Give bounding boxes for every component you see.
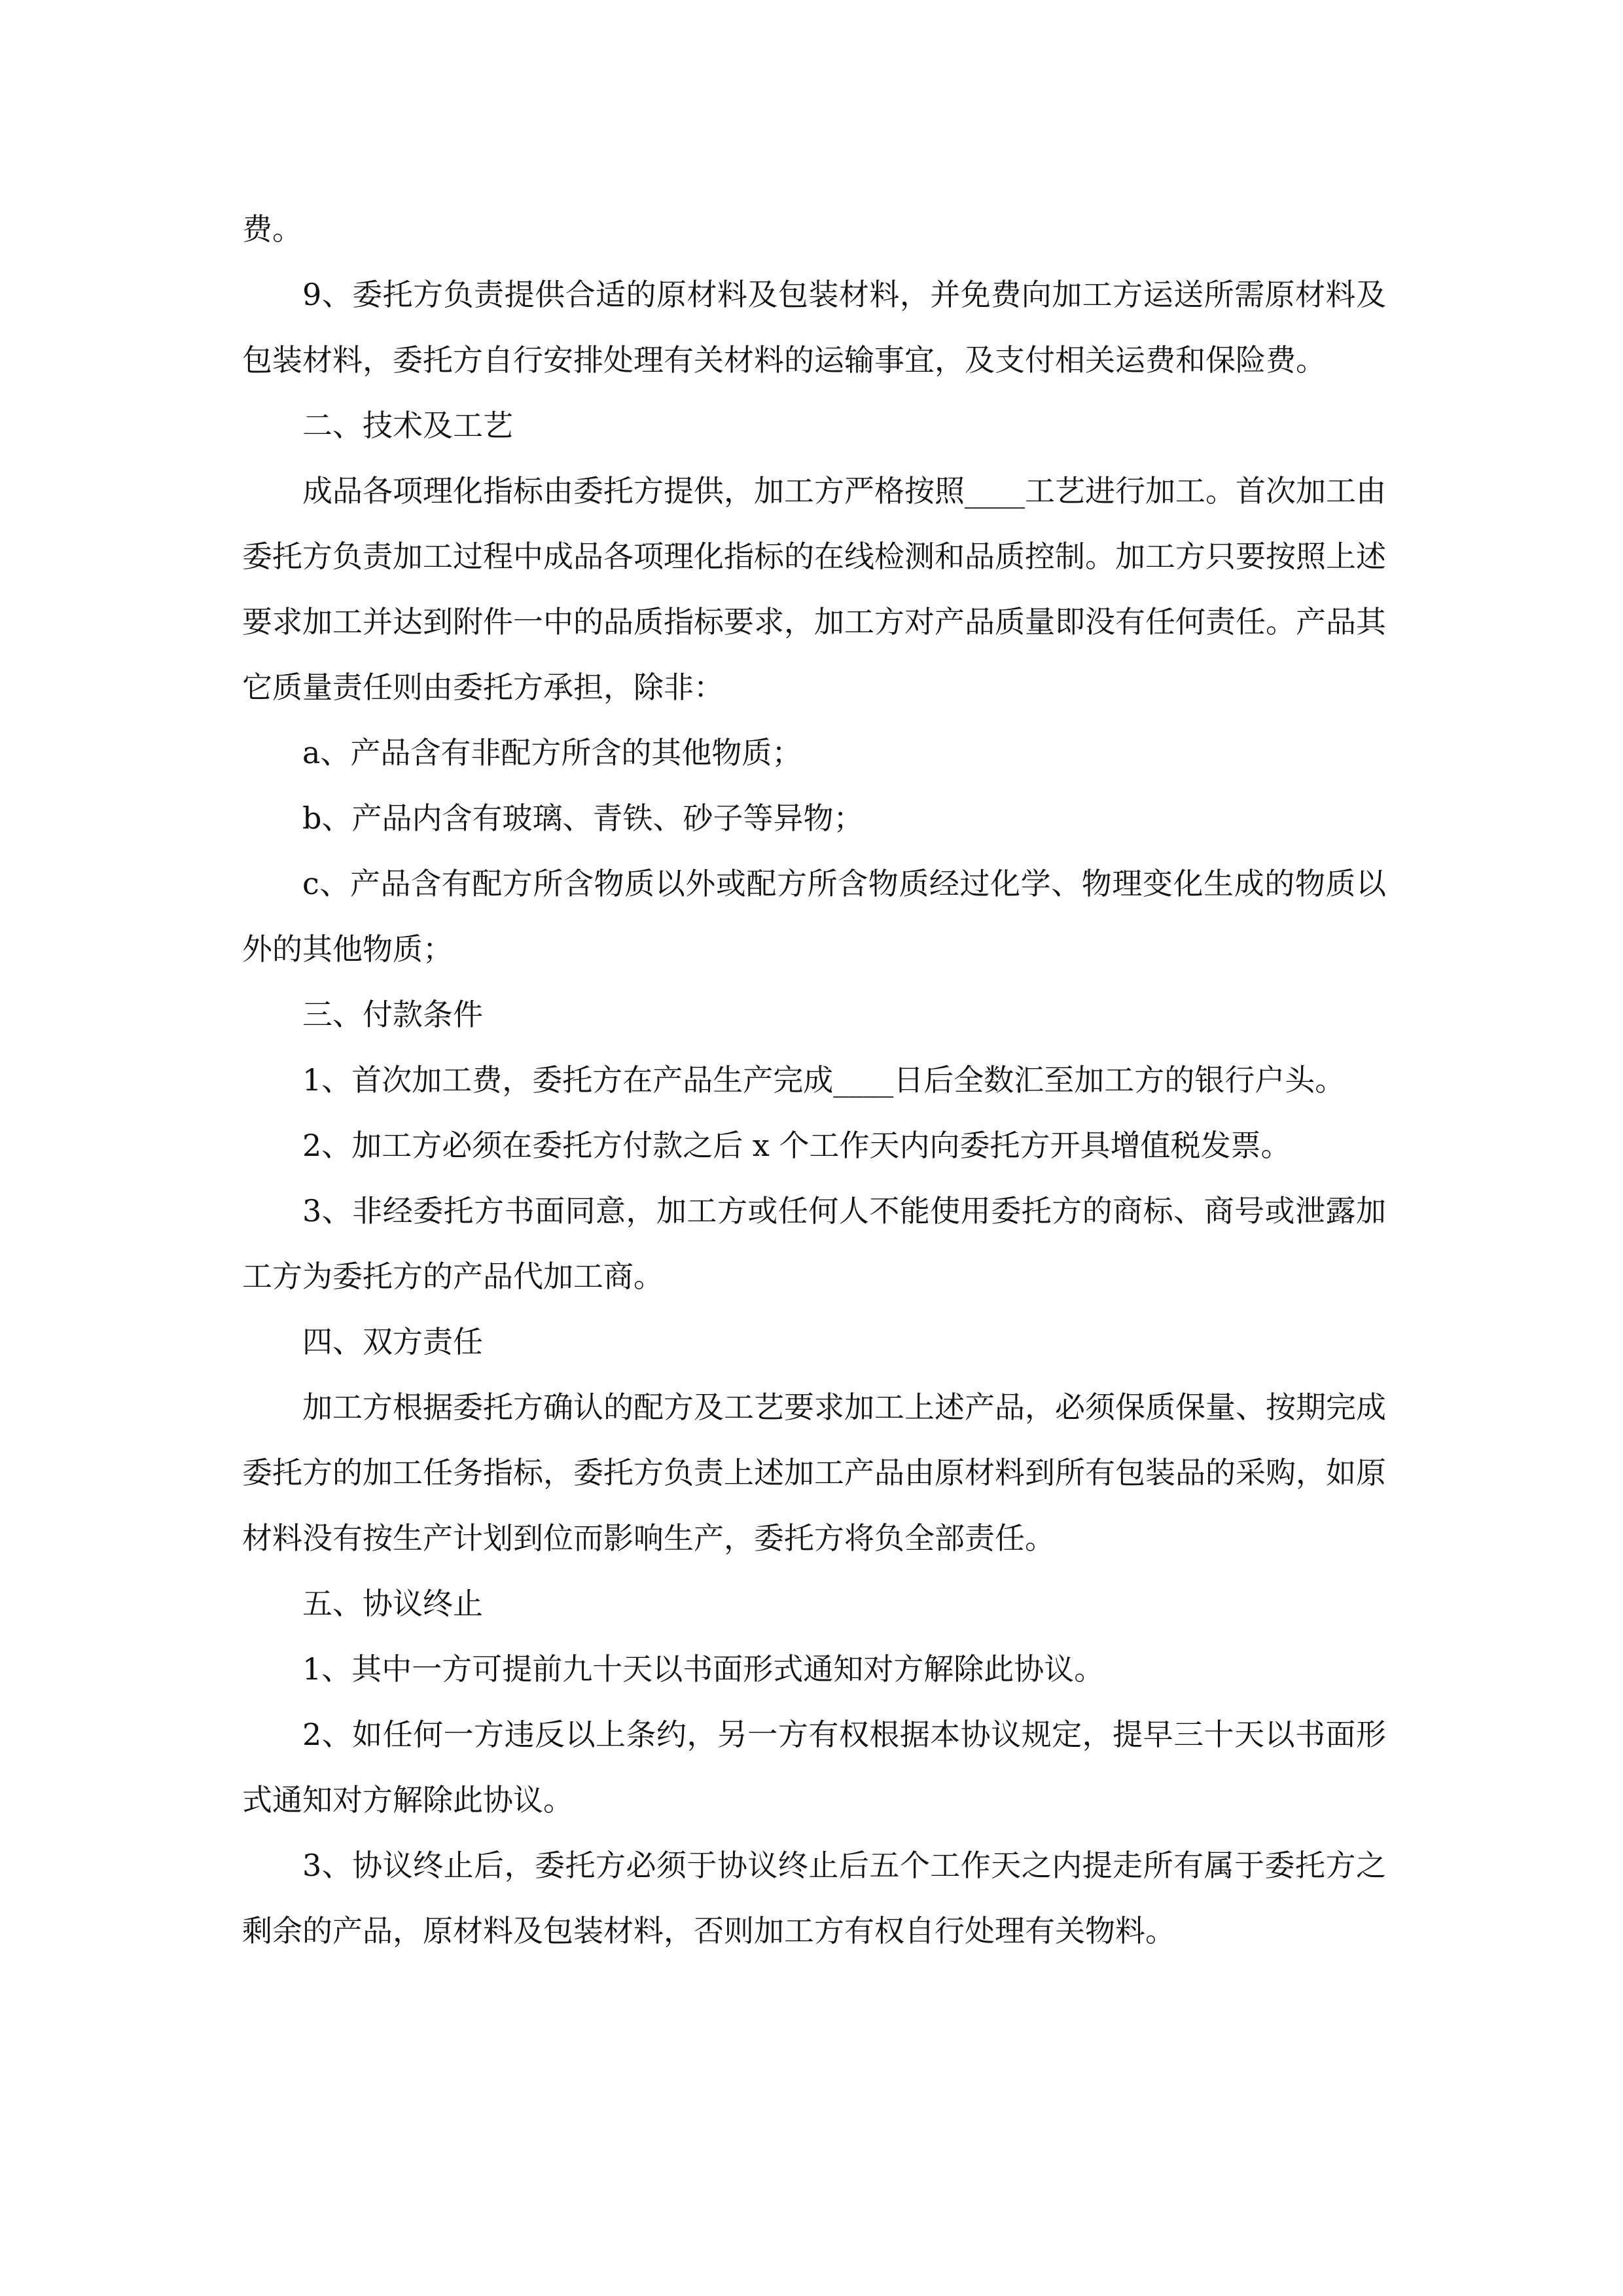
- section-heading-payment: 三、付款条件: [302, 997, 483, 1032]
- paragraph-fee-continuation: 费。: [242, 211, 302, 247]
- paragraph-termination-3: 3、协议终止后，委托方必须于协议终止后五个工作天之内提走所有属于委托方之剩余的产品，原材料及包装材料，否则加工方有权自行处理有关物料。: [242, 1848, 1386, 1948]
- paragraph-payment-1: 1、首次加工费，委托方在产品生产完成____日后全数汇至加工方的银行户头。: [302, 1062, 1346, 1098]
- paragraph-technology-body: 成品各项理化指标由委托方提供，加工方严格按照____工艺进行加工。首次加工由委托方负责加工过程中成品各项理化指标的在线检测和品质控制。加工方只要按照上述要求加工并达到附件一中的品质指标要求，加工方对产品质量即没有任何责任。产品其它质量责任则由委托方承担，除非：: [242, 473, 1386, 705]
- list-item-b: b、产品内含有玻璃、青铁、砂子等异物；: [302, 800, 864, 836]
- paragraph-clause-9: 9、委托方负责提供合适的原材料及包装材料，并免费向加工方运送所需原材料及包装材料，委托方自行安排处理有关材料的运输事宜，及支付相关运费和保险费。: [242, 277, 1386, 378]
- section-heading-responsibility: 四、双方责任: [302, 1324, 483, 1359]
- list-item-a: a、产品含有非配方所含的其他物质；: [302, 735, 802, 770]
- list-item-c: c、产品含有配方所含物质以外或配方所含物质经过化学、物理变化生成的物质以外的其他物质；: [242, 866, 1386, 967]
- section-heading-technology: 二、技术及工艺: [302, 408, 513, 443]
- paragraph-termination-2: 2、如任何一方违反以上条约，另一方有权根据本协议规定，提早三十天以书面形式通知对方解除此协议。: [242, 1717, 1386, 1818]
- paragraph-responsibility-body: 加工方根据委托方确认的配方及工艺要求加工上述产品，必须保质保量、按期完成委托方的加工任务指标，委托方负责上述加工产品由原材料到所有包装品的采购，如原材料没有按生产计划到位而影响生产，委托方将负全部责任。: [242, 1390, 1386, 1556]
- paragraph-payment-3: 3、非经委托方书面同意，加工方或任何人不能使用委托方的商标、商号或泄露加工方为委托方的产品代加工商。: [242, 1193, 1386, 1294]
- paragraph-payment-2: 2、加工方必须在委托方付款之后 x 个工作天内向委托方开具增值税发票。: [302, 1128, 1291, 1163]
- paragraph-termination-1: 1、其中一方可提前九十天以书面形式通知对方解除此协议。: [302, 1651, 1105, 1687]
- document-body: [242, 196, 1386, 1964]
- section-heading-termination: 五、协议终止: [302, 1586, 483, 1621]
